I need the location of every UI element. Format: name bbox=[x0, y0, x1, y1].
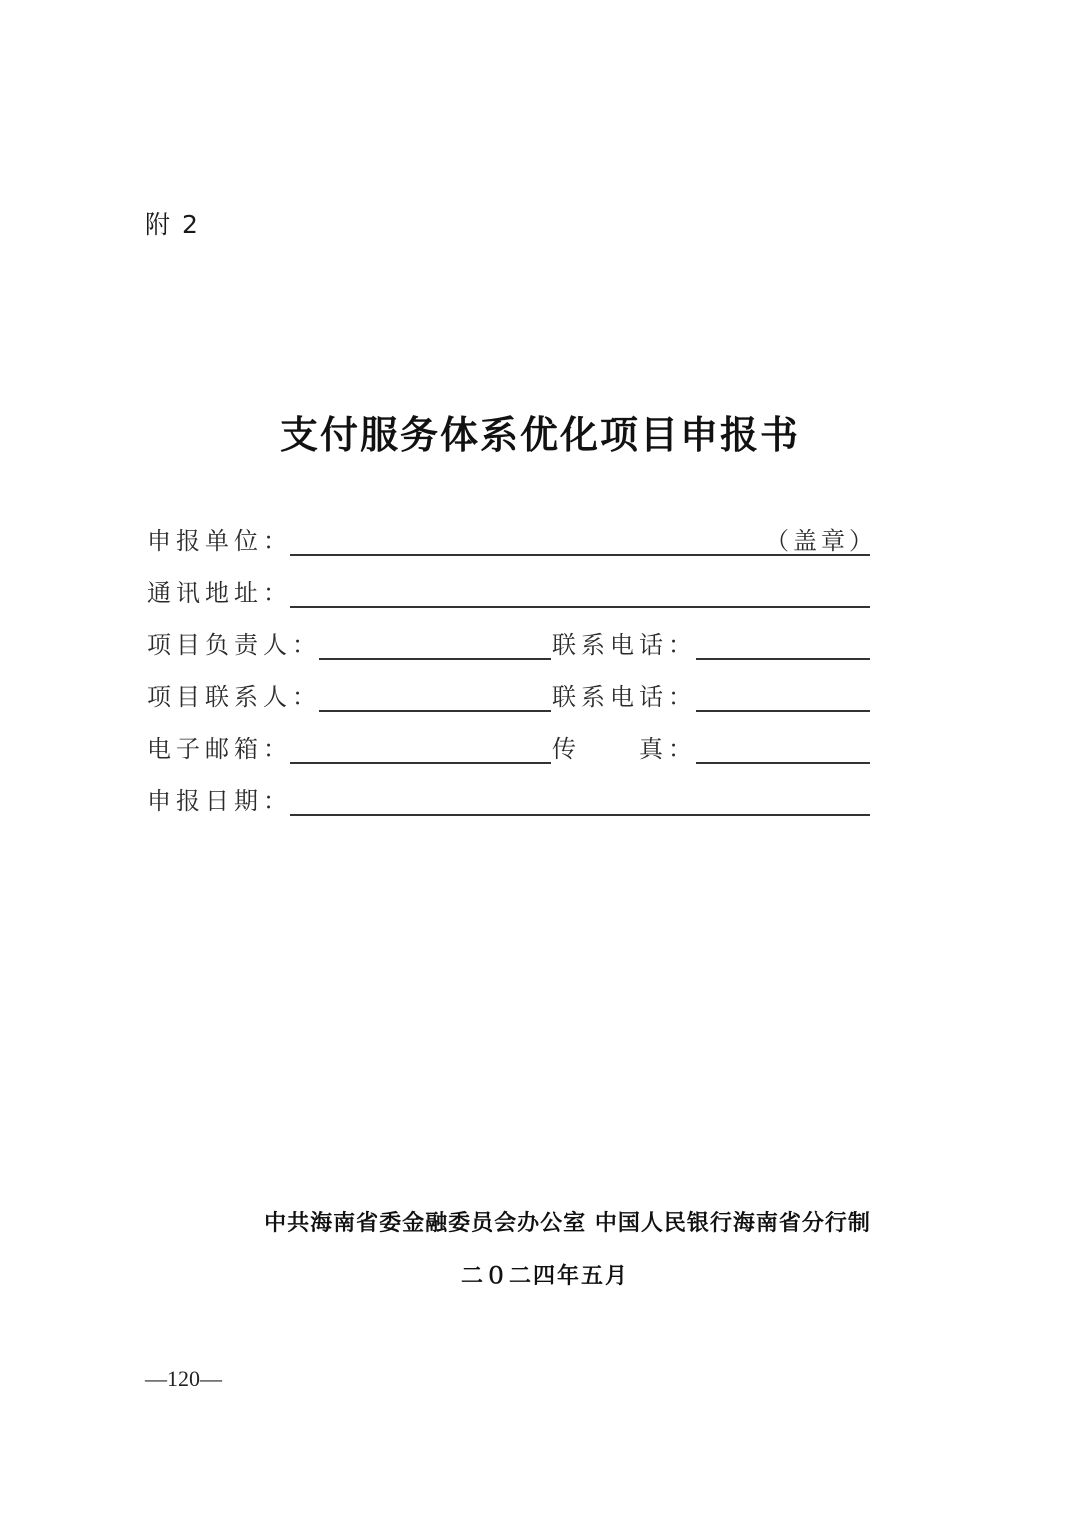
applicant-unit-label: 申报单位： bbox=[147, 527, 292, 555]
email-label: 电子邮箱： bbox=[147, 735, 292, 763]
project-contact-label: 项目联系人： bbox=[147, 683, 321, 711]
seal-note: （盖章） bbox=[765, 527, 877, 555]
application-date-field[interactable] bbox=[290, 814, 870, 816]
page-title: 支付服务体系优化项目申报书 bbox=[279, 412, 800, 457]
form-row-applicant-unit bbox=[145, 521, 875, 561]
application-date-label: 申报日期： bbox=[147, 787, 292, 815]
issue-date: 二０二四年五月 bbox=[460, 1264, 629, 1289]
fax-label: 传 真： bbox=[552, 735, 697, 763]
fax-field[interactable] bbox=[696, 762, 870, 764]
leader-phone-field[interactable] bbox=[696, 658, 870, 660]
attachment-label: 附 2 bbox=[145, 210, 200, 239]
email-field[interactable] bbox=[290, 762, 551, 764]
contact-phone-label: 联系电话： bbox=[552, 683, 697, 711]
leader-phone-label: 联系电话： bbox=[552, 631, 697, 659]
project-contact-field[interactable] bbox=[319, 710, 551, 712]
contact-phone-field[interactable] bbox=[696, 710, 870, 712]
mailing-address-field[interactable] bbox=[290, 606, 870, 608]
form-row-application-date bbox=[145, 781, 875, 821]
project-leader-field[interactable] bbox=[319, 658, 551, 660]
form-row-project-leader bbox=[145, 625, 875, 665]
form-row-mailing-address bbox=[145, 573, 875, 613]
project-leader-label: 项目负责人： bbox=[147, 631, 321, 659]
mailing-address-label: 通讯地址： bbox=[147, 579, 292, 607]
form-row-email-fax bbox=[145, 729, 875, 769]
page-number: —120— bbox=[145, 1366, 222, 1391]
issuer-line: 中共海南省委金融委员会办公室 中国人民银行海南省分行制 bbox=[264, 1211, 871, 1236]
form-row-project-contact bbox=[145, 677, 875, 717]
